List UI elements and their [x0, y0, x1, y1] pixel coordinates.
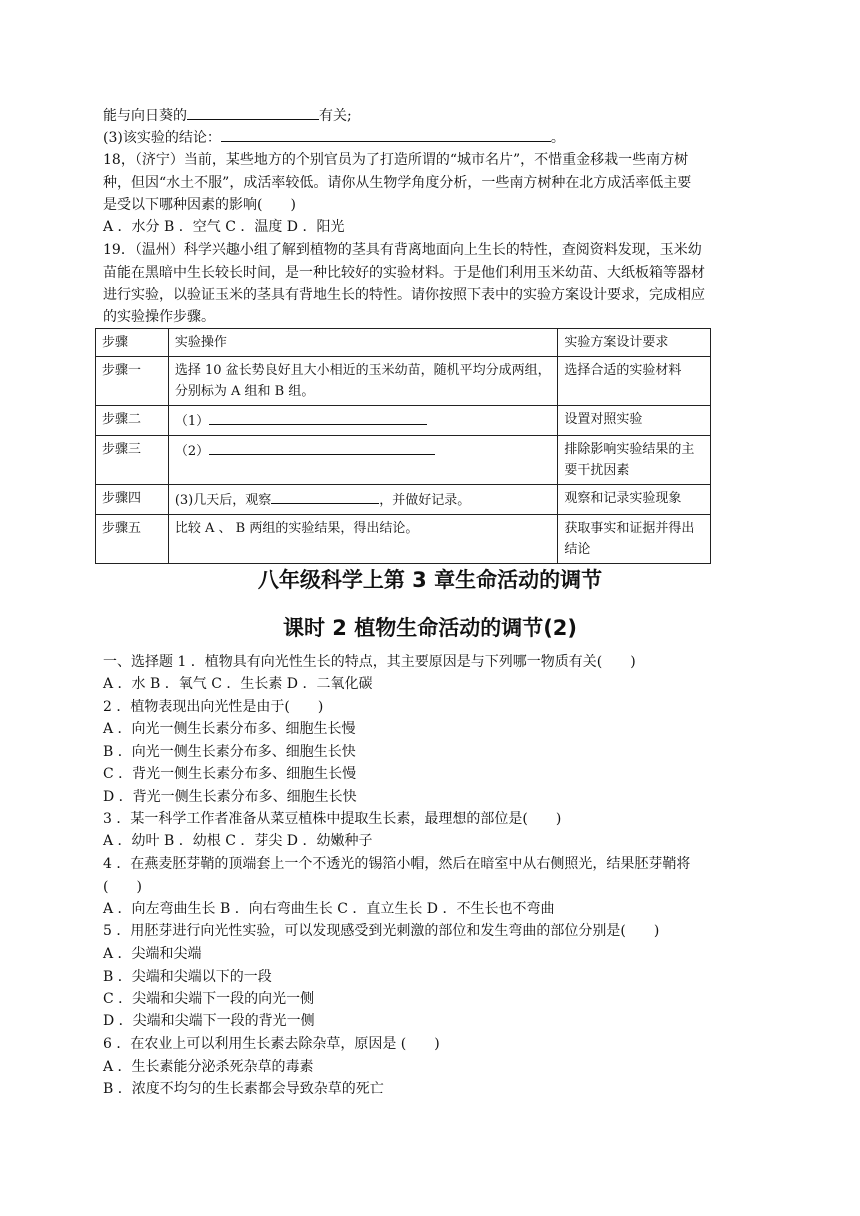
question-19-line: 19．（温州）科学兴趣小组了解到植物的茎具有背离地面向上生长的特性，查阅资料发现，玉米幼: [103, 242, 702, 258]
operation-cell: 选择 10 盆长势良好且大小相近的玉米幼苗，随机平均分成两组，分别标为 A 组和 B 组。: [168, 357, 558, 406]
question-1-options: A ．水 B ．氧气 C ．生长素 D ．二氧化碳: [103, 676, 373, 692]
answer-blank[interactable]: [187, 104, 319, 120]
question-6-option-b: B ．浓度不均匀的生长素都会导致杂草的死亡: [103, 1081, 384, 1097]
question-18-line: 种，但因“水土不服”，成活率较低。请你从生物学角度分析，一些南方树种在北方成活率低主要: [103, 175, 692, 191]
operation-label: （1）: [174, 414, 210, 429]
step-cell: 步骤五: [96, 515, 169, 564]
operation-label: (3)几天后，观察: [174, 493, 272, 508]
question-3-stem: 3 ．某一科学工作者准备从菜豆植株中提取生长素，最理想的部位是( ): [103, 811, 562, 827]
step-cell: 步骤四: [96, 485, 169, 515]
text-segment: 。: [550, 130, 565, 146]
question-2-option-b: B ．向光一侧生长素分布多、细胞生长快: [103, 744, 356, 760]
question-3-options: A ．幼叶 B ．幼根 C ．芽尖 D ．幼嫩种子: [103, 833, 373, 849]
question-18-options: A ．水分 B ．空气 C ．温度 D ．阳光: [103, 219, 345, 235]
step-cell: 步骤一: [96, 357, 169, 406]
question-4-options: A ．向左弯曲生长 B ．向右弯曲生长 C ．直立生长 D ．不生长也不弯曲: [103, 901, 555, 917]
table-header-cell: 步骤: [96, 329, 169, 357]
requirement-cell: 排除影响实验结果的主要干扰因素: [558, 436, 711, 485]
step-cell: 步骤二: [96, 406, 169, 436]
requirement-cell: 观察和记录实验现象: [558, 485, 711, 515]
operation-cell: [168, 406, 558, 436]
question-6-stem: 6 ．在农业上可以利用生长素去除杂草，原因是 ( ): [103, 1036, 440, 1052]
table-row: [96, 406, 711, 436]
table-header-cell: 实验操作: [168, 329, 558, 357]
question-6-option-a: A ．生长素能分泌杀死杂草的毒素: [103, 1059, 314, 1075]
text-segment: 能与向日葵的: [103, 108, 187, 124]
operation-cell: [168, 436, 558, 485]
question-19-line: 苗能在黑暗中生长较长时间，是一种比较好的实验材料。于是他们利用玉米幼苗、大纸板箱等器材: [103, 265, 705, 281]
question-19-line: 进行实验，以验证玉米的茎具有背地生长的特性。请你按照下表中的实验方案设计要求，完成相应: [103, 287, 705, 303]
requirement-cell: 选择合适的实验材料: [558, 357, 711, 406]
question-5-option-b: B ．尖端和尖端以下的一段: [103, 969, 272, 985]
step-cell: 步骤三: [96, 436, 169, 485]
requirement-cell: 获取事实和证据并得出结论: [558, 515, 711, 564]
question-18-line: 是受以下哪种因素的影响( ): [103, 197, 296, 213]
answer-blank[interactable]: [271, 488, 379, 504]
text-segment: (3)该实验的结论：: [103, 130, 221, 146]
question-4-stem: 4 ．在燕麦胚芽鞘的顶端套上一个不透光的锡箔小帽，然后在暗室中从右侧照光，结果胚芽鞘将: [103, 856, 691, 872]
table-header-row: [96, 329, 711, 357]
question-2-stem: 2 ．植物表现出向光性是由于( ): [103, 699, 324, 715]
question-5-option-a: A ．尖端和尖端: [103, 946, 202, 962]
answer-blank[interactable]: [209, 409, 427, 425]
question-5-option-d: D ．尖端和尖端下一段的背光一侧: [103, 1013, 315, 1029]
table-row: [96, 436, 711, 485]
question-2-option-c: C ．背光一侧生长素分布多、细胞生长慢: [103, 766, 357, 782]
fill-in-line-conclusion: [103, 126, 760, 149]
operation-label: ，并做好记录。: [379, 493, 471, 508]
requirement-cell: 设置对照实验: [558, 406, 711, 436]
table-header-cell: 实验方案设计要求: [558, 329, 711, 357]
lesson-heading: 课时 2 植物生命活动的调节(2): [282, 616, 578, 640]
chapter-heading: 八年级科学上第 3 章生命活动的调节: [257, 568, 603, 592]
text-segment: 有关;: [319, 108, 352, 124]
question-18-line: 18，（济宁）当前，某些地方的个别官员为了打造所谓的“城市名片”，不惜重金移栽一些南方树: [103, 152, 689, 168]
experiment-table: [95, 328, 711, 564]
answer-blank[interactable]: [209, 439, 435, 455]
question-4-stem: ( ): [103, 879, 142, 895]
question-1-stem: 一、选择题 1 ．植物具有向光性生长的特点，其主要原因是与下列哪一物质有关( ): [103, 654, 636, 670]
operation-cell: 比较 A 、 B 两组的实验结果，得出结论。: [168, 515, 558, 564]
question-2-option-a: A ．向光一侧生长素分布多、细胞生长慢: [103, 721, 356, 737]
table-row: [96, 485, 711, 515]
question-19-line: 的实验操作步骤。: [103, 309, 215, 325]
table-row: [96, 357, 711, 406]
answer-blank[interactable]: [221, 126, 551, 142]
operation-label: （2）: [174, 444, 210, 459]
question-2-option-d: D ．背光一侧生长素分布多、细胞生长快: [103, 789, 357, 805]
fill-in-line-sunflower: [103, 104, 760, 127]
question-5-stem: 5 ．用胚芽进行向光性实验，可以发现感受到光刺激的部位和发生弯曲的部位分别是( ): [103, 923, 660, 939]
operation-cell: [168, 485, 558, 515]
question-5-option-c: C ．尖端和尖端下一段的向光一侧: [103, 991, 315, 1007]
table-row: [96, 515, 711, 564]
